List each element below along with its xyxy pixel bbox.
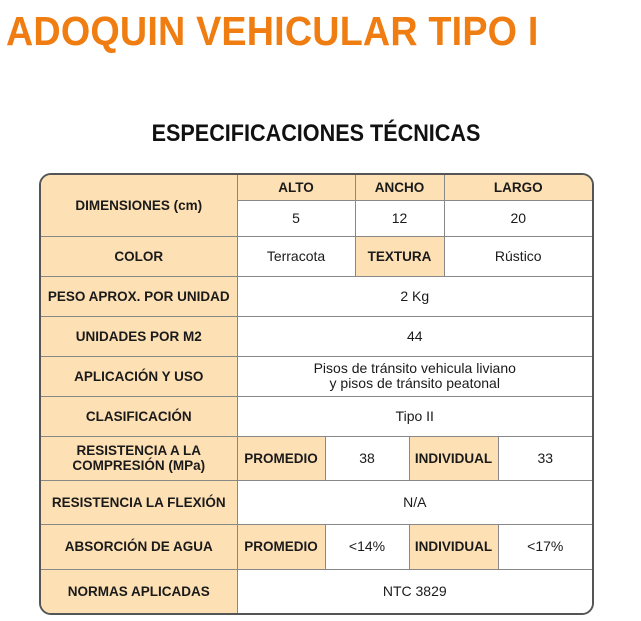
page-title: ADOQUIN VEHICULAR TIPO I [6,8,539,54]
row-peso [41,276,592,316]
value-normas: NTC 3829 [237,569,592,613]
label-normas: NORMAS APLICADAS [41,569,237,613]
label-compresion-individual: INDIVIDUAL [409,436,498,480]
label-dimensiones: DIMENSIONES (cm) [41,175,237,236]
header-alto: ALTO [237,175,355,200]
row-absorcion [41,524,592,569]
row-color [41,236,592,276]
row-unidades [41,316,592,356]
value-clasificacion: Tipo II [237,396,592,436]
value-compresion-promedio: 38 [325,436,409,480]
header-ancho: ANCHO [355,175,444,200]
label-compresion-line-1: RESISTENCIA A LA [76,443,201,458]
value-aplicacion-line-2: y pisos de tránsito peatonal [329,375,500,391]
value-ancho: 12 [355,200,444,236]
label-compresion-promedio: PROMEDIO [237,436,325,480]
label-flexion: RESISTENCIA LA FLEXIÓN [41,480,237,524]
value-textura: Rústico [444,236,592,276]
label-unidades: UNIDADES POR M2 [41,316,237,356]
row-normas [41,569,592,613]
label-absorcion-promedio: PROMEDIO [237,524,325,569]
row-dimensiones-headers [41,175,592,200]
row-clasificacion [41,396,592,436]
value-alto: 5 [237,200,355,236]
row-flexion [41,480,592,524]
label-absorcion-individual: INDIVIDUAL [409,524,498,569]
label-aplicacion: APLICACIÓN Y USO [41,356,237,396]
header-largo: LARGO [444,175,592,200]
value-absorcion-individual: <17% [498,524,592,569]
value-unidades: 44 [237,316,592,356]
label-absorcion: ABSORCIÓN DE AGUA [41,524,237,569]
value-absorcion-promedio: <14% [325,524,409,569]
value-color: Terracota [237,236,355,276]
value-peso: 2 Kg [237,276,592,316]
label-compresion [41,436,237,480]
section-subtitle: ESPECIFICACIONES TÉCNICAS [151,120,481,147]
value-largo: 20 [444,200,592,236]
row-aplicacion [41,356,592,396]
value-aplicacion [237,356,592,396]
value-aplicacion-line-1: Pisos de tránsito vehicula liviano [313,360,516,376]
label-compresion-line-2: COMPRESIÓN (MPa) [72,458,206,473]
label-textura: TEXTURA [355,236,444,276]
label-peso: PESO APROX. POR UNIDAD [41,276,237,316]
row-compresion [41,436,592,480]
label-color: COLOR [41,236,237,276]
value-flexion: N/A [237,480,592,524]
value-compresion-individual: 33 [498,436,592,480]
spec-table [41,175,592,613]
spec-table-container [39,173,594,615]
label-clasificacion: CLASIFICACIÓN [41,396,237,436]
